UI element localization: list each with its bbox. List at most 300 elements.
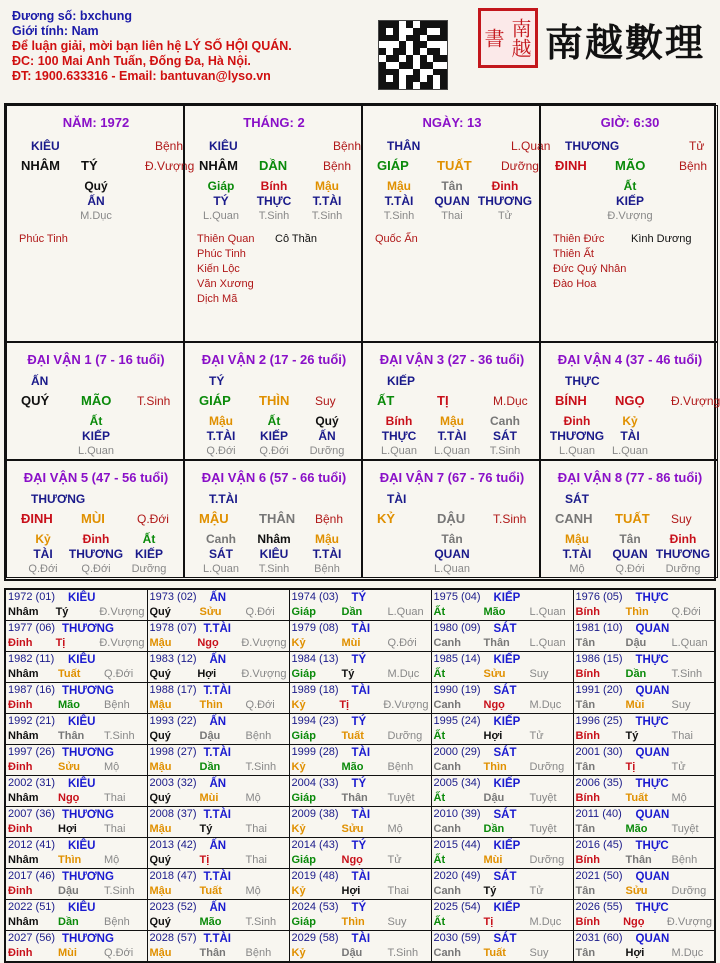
year-chi: Thân	[58, 730, 85, 742]
year-cell[interactable]	[147, 683, 289, 714]
year-can: Canh	[433, 699, 461, 711]
year-cell[interactable]	[289, 683, 431, 714]
dai-van-chi: TUẤT	[615, 511, 650, 526]
hidden-can: Mậu	[387, 179, 411, 193]
year-cell[interactable]	[573, 869, 715, 900]
year-can: Giáp	[291, 854, 316, 866]
year-cell[interactable]	[431, 745, 573, 776]
hidden-can: Canh	[206, 532, 236, 546]
year-label: 2002 (31)	[8, 777, 56, 789]
year-state: Tử	[529, 885, 544, 897]
year-state: T.Sinh	[245, 916, 277, 928]
year-label: 2004 (33)	[291, 777, 339, 789]
dai-van-state: Bệnh	[315, 512, 344, 526]
year-cell[interactable]	[147, 869, 289, 900]
year-state: Bệnh	[104, 699, 130, 711]
year-chi: Tị	[625, 761, 636, 773]
year-star: T.TÀI	[203, 933, 231, 945]
hidden-star: T.TÀI	[206, 429, 236, 443]
hidden-can: Canh	[490, 414, 520, 428]
year-star: KIÊU	[68, 716, 96, 728]
hidden-star: TÀI	[33, 547, 53, 561]
year-chi: Ngọ	[483, 699, 505, 711]
year-label: 2028 (57)	[149, 932, 197, 944]
year-star: KIÊU	[68, 840, 96, 852]
pillar-chi: TÝ	[81, 158, 98, 173]
hidden-star: T.TÀI	[562, 547, 592, 561]
year-star: QUAN	[635, 747, 670, 759]
year-can: Bính	[575, 668, 600, 680]
dai-van-title: ĐẠI VẬN 6 (57 - 66 tuổi)	[201, 470, 347, 485]
year-cell[interactable]	[5, 869, 147, 900]
year-can: Mậu	[149, 699, 172, 711]
year-star: THƯƠNG	[62, 933, 114, 945]
year-star: QUAN	[635, 871, 670, 883]
dai-van-4	[540, 342, 718, 460]
dai-van-chi: THÂN	[259, 511, 296, 526]
year-can: Quý	[149, 730, 171, 742]
year-cell[interactable]	[431, 869, 573, 900]
year-cell[interactable]	[289, 621, 431, 652]
year-cell[interactable]	[573, 931, 715, 963]
year-state: Mộ	[245, 885, 261, 897]
year-label: 1994 (23)	[291, 715, 339, 727]
year-chi: Thân	[483, 637, 510, 649]
year-star: QUAN	[635, 933, 670, 945]
year-state: M.Dục	[387, 668, 420, 680]
year-state: Đ.Vượng	[383, 699, 429, 711]
year-star: TÀI	[351, 933, 371, 945]
year-cell[interactable]	[147, 745, 289, 776]
year-cell[interactable]	[573, 745, 715, 776]
year-state: Q.Đới	[671, 606, 701, 618]
dai-van-can: CANH	[555, 511, 593, 526]
year-label: 2003 (32)	[149, 777, 197, 789]
year-state: T.Sinh	[245, 761, 277, 773]
year-chi: Mão	[625, 823, 648, 835]
hidden-state: L.Quan	[380, 445, 418, 457]
year-chi: Hợi	[197, 668, 217, 680]
shen-sat-star: Văn Xương	[197, 278, 254, 290]
year-label: 1999 (28)	[291, 746, 339, 758]
dai-van-top-star: TÀI	[387, 492, 407, 506]
hidden-can: Mậu	[440, 414, 464, 428]
year-cell[interactable]	[5, 931, 147, 963]
year-cell[interactable]	[147, 900, 289, 931]
year-label: 2024 (53)	[291, 901, 339, 913]
year-cell[interactable]	[573, 589, 715, 621]
hidden-state: Đ.Vượng	[607, 210, 653, 222]
year-cell[interactable]	[289, 900, 431, 931]
hidden-can: Mậu	[565, 532, 589, 546]
dai-van-1	[6, 342, 184, 460]
year-label: 2019 (48)	[291, 870, 339, 882]
year-chi: Tị	[483, 916, 494, 928]
hidden-state: L.Quan	[558, 445, 596, 457]
year-star: ẤN	[209, 840, 227, 852]
hidden-star: KIẾP	[259, 429, 289, 443]
year-chi: Mùi	[625, 699, 645, 711]
year-star: SÁT	[493, 623, 517, 635]
pillar-chi: TUẤT	[437, 158, 472, 173]
pillar-top-star: KIÊU	[209, 139, 238, 153]
year-label: 1985 (14)	[433, 653, 481, 665]
dai-van-7	[362, 460, 540, 578]
hidden-star: QUAN	[434, 194, 470, 208]
year-cell[interactable]	[431, 652, 573, 683]
year-star: SÁT	[493, 809, 517, 821]
year-cell[interactable]	[573, 776, 715, 807]
year-star: THỰC	[635, 840, 669, 852]
dai-van-chi: THÌN	[259, 393, 290, 408]
dai-van-3	[362, 342, 540, 460]
year-can: Tân	[575, 699, 596, 711]
year-can: Đinh	[8, 761, 33, 773]
pillar-can: GIÁP	[377, 158, 409, 173]
year-state: Dưỡng	[671, 885, 707, 897]
year-star: KIÊU	[68, 778, 96, 790]
year-cell[interactable]	[431, 931, 573, 963]
table-row	[5, 652, 715, 683]
year-cell[interactable]	[431, 683, 573, 714]
year-star: KIẾP	[493, 840, 521, 852]
year-cell[interactable]	[431, 807, 573, 838]
year-label: 1988 (17)	[149, 684, 197, 696]
year-chi: Sửu	[483, 668, 506, 680]
year-cell[interactable]	[289, 745, 431, 776]
year-star: T.TÀI	[203, 809, 231, 821]
pillar-top-star: THƯƠNG	[565, 139, 620, 153]
year-star: KIẾP	[493, 778, 521, 790]
year-label: 1982 (11)	[8, 653, 55, 665]
hidden-star: T.TÀI	[312, 547, 342, 561]
hidden-can: Quý	[84, 179, 108, 193]
shen-sat-star: Thiên Quan	[197, 233, 255, 245]
pillar-thang	[184, 105, 362, 342]
year-star: THƯƠNG	[62, 871, 114, 883]
hidden-star: TÀI	[620, 429, 640, 443]
hidden-star: QUAN	[612, 547, 648, 561]
year-can: Bính	[575, 730, 600, 742]
year-cell[interactable]	[431, 776, 573, 807]
hidden-can: Ất	[267, 414, 281, 428]
year-state: Q.Đới	[104, 668, 134, 680]
pillar-title: THÁNG: 2	[243, 115, 305, 130]
year-can: Đinh	[8, 637, 33, 649]
year-star: TÝ	[351, 840, 367, 852]
year-can: Canh	[433, 761, 461, 773]
year-can: Nhâm	[8, 668, 39, 680]
year-state: M.Dục	[529, 916, 562, 928]
year-can: Kỷ	[291, 761, 306, 773]
year-star: SÁT	[493, 747, 517, 759]
year-star: KIẾP	[493, 592, 521, 604]
table-row	[5, 683, 715, 714]
table-row	[5, 589, 715, 621]
hidden-state: Mộ	[569, 563, 585, 575]
year-can: Canh	[433, 885, 461, 897]
hidden-can: Mậu	[315, 532, 339, 546]
hidden-star: TÝ	[213, 194, 229, 208]
year-can: Quý	[149, 668, 171, 680]
dai-van-top-star: ẤN	[31, 374, 49, 388]
year-label: 1998 (27)	[149, 746, 197, 758]
dai-van-title: ĐẠI VẬN 4 (37 - 46 tuổi)	[557, 352, 703, 367]
pillar-title: GIỜ: 6:30	[600, 115, 660, 130]
year-label: 2012 (41)	[8, 839, 56, 851]
year-state: T.Sinh	[104, 885, 135, 897]
year-cell[interactable]	[431, 589, 573, 621]
dai-van-state: Q.Đới	[137, 512, 169, 526]
table-row	[5, 838, 715, 869]
year-can: Quý	[149, 854, 171, 866]
hidden-star: T.TÀI	[312, 194, 342, 208]
hidden-state: L.Quan	[202, 210, 240, 222]
year-cell[interactable]	[289, 807, 431, 838]
year-chi: Thìn	[341, 916, 365, 928]
year-cell[interactable]	[5, 900, 147, 931]
year-chi: Dậu	[625, 637, 647, 649]
year-chi: Ngọ	[341, 854, 363, 866]
year-cell[interactable]	[5, 807, 147, 838]
year-cell[interactable]	[147, 714, 289, 745]
dai-van-can: BÍNH	[555, 393, 587, 408]
year-cell[interactable]	[289, 589, 431, 621]
year-state: Dưỡng	[529, 854, 565, 866]
table-row	[5, 931, 715, 963]
year-cell[interactable]	[573, 621, 715, 652]
owner-name: Đương số: bxchung	[12, 9, 133, 23]
year-star: ẤN	[209, 902, 227, 914]
year-label: 1973 (02)	[149, 591, 197, 603]
year-chi: Tý	[199, 823, 213, 835]
year-cell[interactable]	[5, 652, 147, 683]
hidden-can: Tân	[619, 532, 641, 546]
year-label: 1977 (06)	[8, 622, 56, 634]
year-state: Thai	[245, 854, 267, 866]
year-label: 2009 (38)	[291, 808, 339, 820]
year-cell[interactable]	[147, 838, 289, 869]
address: ĐC: 100 Mai Anh Tuấn, Đống Đa, Hà Nội.	[12, 54, 251, 68]
year-chi: Dậu	[483, 792, 505, 804]
year-chi: Mão	[58, 699, 80, 711]
year-cell[interactable]	[431, 838, 573, 869]
year-cell[interactable]	[573, 652, 715, 683]
year-cell[interactable]	[289, 931, 431, 963]
year-star: TÝ	[351, 902, 367, 914]
hidden-star: SÁT	[209, 547, 233, 561]
year-cell[interactable]	[573, 807, 715, 838]
year-state: L.Quan	[671, 637, 708, 649]
dai-van-title: ĐẠI VẬN 8 (77 - 86 tuổi)	[557, 470, 703, 485]
year-cell[interactable]	[289, 652, 431, 683]
year-state: Bệnh	[245, 947, 272, 959]
hidden-state: Thai	[441, 210, 463, 222]
year-can: Tân	[575, 637, 596, 649]
year-chi: Thìn	[58, 854, 82, 866]
year-star: SÁT	[493, 685, 517, 697]
year-state: T.Sinh	[387, 947, 419, 959]
year-state: Q.Đới	[104, 947, 134, 959]
hidden-star: ẤN	[318, 429, 336, 443]
year-state: Mộ	[104, 854, 120, 866]
year-cell[interactable]	[573, 714, 715, 745]
year-cell[interactable]	[147, 931, 289, 963]
hidden-can: Kỷ	[35, 532, 51, 546]
year-star: TÝ	[351, 592, 367, 604]
year-can: Canh	[433, 823, 461, 835]
year-chi: Mão	[483, 606, 506, 618]
dai-van-title: ĐẠI VẬN 2 (17 - 26 tuổi)	[201, 352, 347, 367]
pillar-state: Bệnh	[679, 159, 708, 173]
shen-sat-star: Cô Thần	[275, 233, 317, 245]
year-label: 2030 (59)	[433, 932, 481, 944]
dai-van-chi: TỊ	[437, 393, 449, 408]
year-chi: Mùi	[199, 792, 219, 804]
year-cell[interactable]	[147, 652, 289, 683]
year-can: Giáp	[291, 916, 316, 928]
year-can: Nhâm	[8, 606, 39, 618]
year-state: Thai	[104, 792, 126, 804]
year-can: Ất	[433, 792, 446, 804]
year-chi: Ngọ	[623, 916, 645, 928]
hidden-state: Tử	[497, 210, 513, 222]
year-star: THỰC	[635, 654, 669, 666]
year-cell[interactable]	[5, 621, 147, 652]
year-cell[interactable]	[289, 869, 431, 900]
year-state: Đ.Vượng	[99, 637, 145, 649]
dai-van-title: ĐẠI VẬN 5 (47 - 56 tuổi)	[23, 470, 169, 485]
year-star: QUAN	[635, 685, 670, 697]
table-row	[5, 900, 715, 931]
year-label: 2023 (52)	[149, 901, 197, 913]
year-cell[interactable]	[147, 589, 289, 621]
shen-sat-star: Phúc Tinh	[19, 233, 68, 245]
year-cell[interactable]	[431, 621, 573, 652]
year-state: L.Quan	[387, 606, 424, 618]
hidden-can: Bính	[260, 179, 288, 193]
hidden-star: THƯƠNG	[549, 429, 605, 443]
year-star: ẤN	[209, 778, 227, 790]
year-cell[interactable]	[573, 838, 715, 869]
hidden-state: T.Sinh	[489, 445, 521, 457]
year-can: Ất	[433, 916, 446, 928]
year-can: Bính	[575, 916, 600, 928]
year-cell[interactable]	[147, 776, 289, 807]
year-cell[interactable]	[5, 683, 147, 714]
pillar-top-star: KIÊU	[31, 139, 60, 153]
phone-email: ĐT: 1900.633316 - Email: bantuvan@lyso.vn	[12, 69, 271, 83]
year-cell[interactable]	[431, 900, 573, 931]
year-cell[interactable]	[5, 589, 147, 621]
year-label: 2015 (44)	[433, 839, 481, 851]
year-star: SÁT	[493, 871, 517, 883]
year-cell[interactable]	[289, 714, 431, 745]
qr-code-icon[interactable]	[378, 20, 448, 90]
year-star: KIẾP	[493, 902, 521, 914]
hidden-state: T.Sinh	[258, 210, 290, 222]
year-cell[interactable]	[5, 714, 147, 745]
hidden-state: L.Quan	[433, 563, 471, 575]
year-chi: Dần	[58, 916, 79, 928]
dai-van-can: ĐINH	[21, 511, 53, 526]
table-row	[5, 869, 715, 900]
year-cell[interactable]	[289, 776, 431, 807]
hidden-star: KIẾP	[81, 429, 111, 443]
year-cell[interactable]	[573, 900, 715, 931]
year-can: Kỷ	[291, 637, 306, 649]
hidden-star: THƯƠNG	[68, 547, 124, 561]
year-state: T.Sinh	[671, 668, 703, 680]
year-chi: Dậu	[341, 947, 363, 959]
hidden-star: THỰC	[381, 429, 417, 443]
year-cell[interactable]	[147, 807, 289, 838]
table-row	[5, 776, 715, 807]
hidden-star: KIẾP	[134, 547, 164, 561]
pillar-top-state: Bệnh	[333, 139, 362, 153]
table-row	[5, 714, 715, 745]
year-chi: Hợi	[58, 823, 77, 835]
pillar-title: NGÀY: 13	[422, 115, 482, 130]
year-cell[interactable]	[289, 838, 431, 869]
year-label: 2022 (51)	[8, 901, 56, 913]
year-cell[interactable]	[5, 745, 147, 776]
year-label: 1993 (22)	[149, 715, 197, 727]
year-cell[interactable]	[573, 683, 715, 714]
year-state: Mộ	[671, 792, 687, 804]
year-chi: Dần	[625, 668, 647, 680]
year-can: Kỷ	[291, 699, 306, 711]
year-cell[interactable]	[5, 776, 147, 807]
dai-van-state: Đ.Vượng	[671, 394, 720, 408]
year-star: TÀI	[351, 747, 371, 759]
dai-van-state: T.Sinh	[493, 512, 527, 526]
year-chi: Sửu	[341, 823, 364, 835]
header-info	[12, 9, 292, 84]
year-can: Kỷ	[291, 947, 306, 959]
year-star: QUAN	[635, 809, 670, 821]
pillar-nam	[6, 105, 195, 342]
year-cell[interactable]	[5, 838, 147, 869]
year-label: 1980 (09)	[433, 622, 481, 634]
year-state: Bệnh	[245, 730, 272, 742]
year-chi: Thìn	[483, 761, 507, 773]
year-cell[interactable]	[431, 714, 573, 745]
year-can: Mậu	[149, 761, 172, 773]
year-chi: Ngọ	[197, 637, 219, 649]
year-star: THƯƠNG	[62, 747, 114, 759]
year-table	[4, 588, 716, 963]
year-can: Bính	[575, 792, 600, 804]
hidden-star: T.TÀI	[384, 194, 414, 208]
year-label: 1996 (25)	[575, 715, 623, 727]
year-can: Quý	[149, 792, 171, 804]
year-state: Thai	[387, 885, 409, 897]
dai-van-chi: MÙI	[81, 511, 105, 526]
year-label: 2016 (45)	[575, 839, 623, 851]
year-label: 2001 (30)	[575, 746, 623, 758]
year-can: Nhâm	[8, 730, 39, 742]
year-state: Bệnh	[387, 761, 414, 773]
year-state: Đ.Vượng	[241, 637, 287, 649]
year-can: Đinh	[8, 885, 33, 897]
year-cell[interactable]	[147, 621, 289, 652]
shen-sat-star: Đào Hoa	[553, 278, 597, 290]
year-label: 1995 (24)	[433, 715, 481, 727]
year-state: Thai	[104, 823, 126, 835]
year-can: Bính	[575, 854, 600, 866]
hidden-state: T.Sinh	[311, 210, 343, 222]
